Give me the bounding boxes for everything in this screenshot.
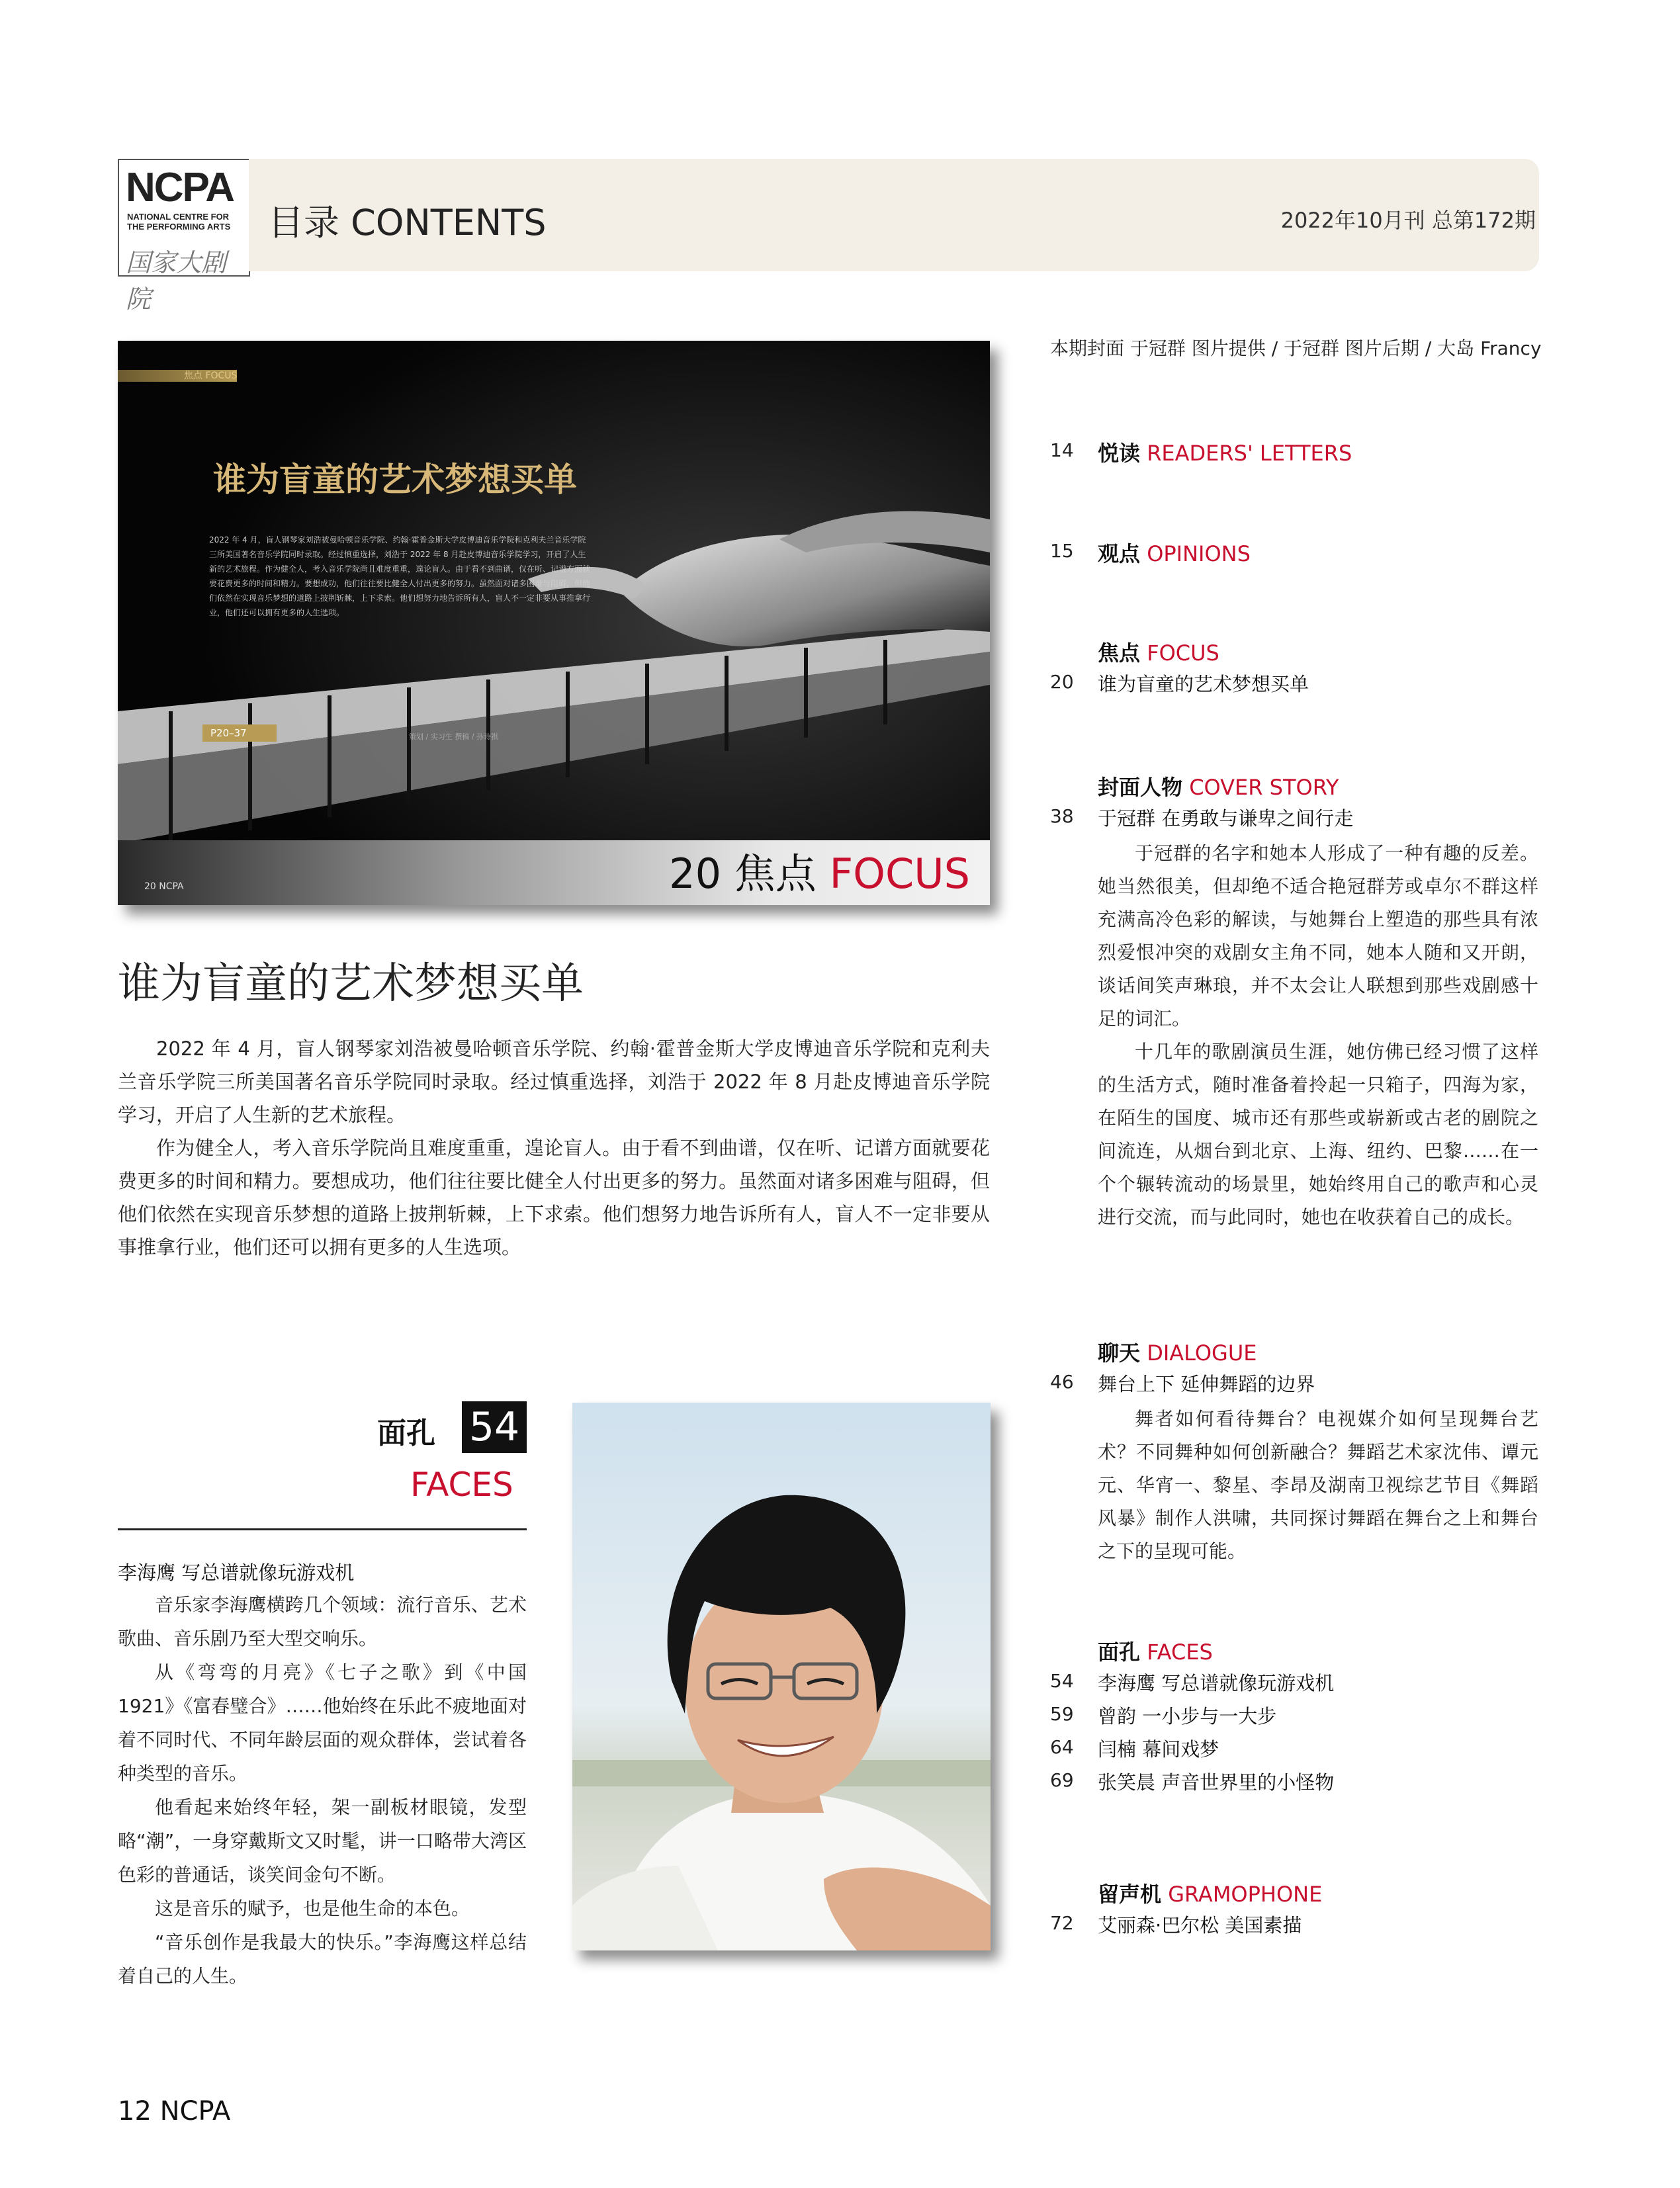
- toc-page-number: 59: [1050, 1703, 1074, 1725]
- faces-paragraph: 他看起来始终年轻，架一副板材眼镜，发型略“潮”，一身穿戴斯文又时髦，讲一口略带大湾区色彩的普通话，谈笑间金句不断。: [118, 1796, 527, 1886]
- toc-entry-gramophone[interactable]: [1050, 1878, 1540, 1944]
- toc-page-number: 72: [1050, 1912, 1074, 1934]
- page-title: 目录 CONTENTS: [268, 202, 547, 243]
- toc-entry-faces[interactable]: [1050, 1636, 1540, 1808]
- focus-spread-thumbnail[interactable]: [118, 341, 990, 905]
- faces-subtitle: 李海鹰 写总谱就像玩游戏机: [118, 1561, 355, 1584]
- toc-description: 于冠群的名字和她本人形成了一种有趣的反差。她当然很美，但却绝不适合艳冠群芳或卓尔不群这样充满高冷色彩的解读，与她舞台上塑造的那些具有浓烈爱恨冲突的戏剧女主角不同，她本人随和又开朗，谈话间笑声琳琅，并不太会让人联想到那些戏剧感十足的词汇。 十几年的歌剧演员生涯，她仿佛已经习惯了这样的生活方式，随时准备着拎起一只箱子，四海为家，在陌生的国度、城市还有那些或崭新或古老的剧院之间流连，从烟台到北京、上海、纽约、巴黎……在一个个辗转流动的场景里，她始终用自己的歌声和心灵进行交流，而与此同时，她也在收获着自己的成长。: [1098, 842, 1538, 1228]
- faces-paragraph: 从《弯弯的月亮》《七子之歌》到《中国1921》《富春璧合》……他始终在乐此不疲地面对着不同时代、不同年龄层面的观众群体，尝试着各种类型的音乐。: [118, 1661, 527, 1784]
- faces-page-number: 54: [462, 1401, 527, 1453]
- faces-paragraph: “音乐创作是我最大的快乐。”李海鹰这样总结着自己的人生。: [118, 1931, 527, 1987]
- toc-page-number: 46: [1050, 1371, 1074, 1393]
- article-body: [118, 1032, 990, 1264]
- focus-mini-folio: 20 NCPA: [144, 881, 184, 892]
- faces-paragraph: 音乐家李海鹰横跨几个领域：流行音乐、艺术歌曲、音乐剧乃至大型交响乐。: [118, 1594, 527, 1649]
- toc-item: 于冠群 在勇敢与谦卑之间行走: [1098, 807, 1354, 830]
- toc-section-title: 悦读 READERS' LETTERS: [1098, 441, 1352, 466]
- toc-section-title: 观点 OPINIONS: [1098, 541, 1251, 566]
- toc-entry-focus[interactable]: [1050, 636, 1540, 703]
- toc-item: 艾丽森·巴尔松 美国素描: [1098, 1914, 1302, 1937]
- toc-page-number: 20: [1050, 671, 1074, 693]
- article-title: 谁为盲童的艺术梦想买单: [118, 959, 584, 1008]
- cover-credit: 本期封面 于冠群 图片提供 / 于冠群 图片后期 / 大岛 Francy: [1050, 337, 1542, 359]
- ncpa-logo: [118, 159, 250, 314]
- toc-item: 谁为盲童的艺术梦想买单: [1098, 673, 1309, 695]
- faces-divider: [118, 1528, 527, 1530]
- logo-subtitle: NATIONAL CENTRE FOR THE PERFORMING ARTS: [127, 212, 231, 232]
- logo-wordmark: NCPA: [126, 165, 234, 210]
- toc-section-title: 面孔 FACES: [1098, 1640, 1213, 1665]
- focus-page-label-num: 20 焦点: [669, 850, 817, 898]
- focus-page-label-en: FOCUS: [829, 850, 970, 898]
- article-paragraph: 2022 年 4 月，盲人钢琴家刘浩被曼哈顿音乐学院、约翰·霍普金斯大学皮博迪音乐学院和克利夫兰音乐学院三所美国著名音乐学院同时录取。经过慎重选择，刘浩于 2022 年 8 月赴皮博迪音乐学院学习，开启了人生新的艺术旅程。: [118, 1037, 990, 1126]
- toc-page-number: 15: [1050, 540, 1074, 562]
- faces-english-heading: FACES: [410, 1466, 513, 1504]
- page-folio: 12 NCPA: [118, 2096, 231, 2126]
- logo-chinese: 国家大剧院: [126, 248, 227, 314]
- toc-section-title: 封面人物 COVER STORY: [1098, 775, 1339, 800]
- toc-entry-readers[interactable]: [1050, 437, 1540, 470]
- toc-page-number: 14: [1050, 439, 1074, 461]
- focus-kicker-label: 焦点 FOCUS: [184, 371, 238, 381]
- toc-item: 闫楠 幕间戏梦: [1098, 1738, 1219, 1761]
- faces-paragraph: 这是音乐的赋予，也是他生命的本色。: [155, 1898, 470, 1919]
- faces-heading: 面孔: [377, 1417, 435, 1450]
- toc-description: 舞者如何看待舞台？电视媒介如何呈现舞台艺术？不同舞种如何创新融合？舞蹈艺术家沈伟、谭元元、华宵一、黎星、李昂及湖南卫视综艺节目《舞蹈风暴》制作人洪啸，共同探讨舞蹈在舞台之上和舞台之下的呈现可能。: [1098, 1408, 1538, 1562]
- focus-page-range: P20–37: [202, 724, 277, 742]
- toc-item: 曾韵 一小步与一大步: [1098, 1705, 1277, 1728]
- portrait-photo[interactable]: [572, 1403, 991, 1950]
- focus-credits: 策划 / 实习生 撰稿 / 孙诗祺: [409, 732, 498, 741]
- toc-entry-opinions[interactable]: [1050, 537, 1540, 570]
- toc-section-title: 焦点 FOCUS: [1098, 640, 1219, 666]
- article-paragraph: 作为健全人，考入音乐学院尚且难度重重，遑论盲人。由于看不到曲谱，仅在听、记谱方面就要花费更多的时间和精力。要想成功，他们往往要比健全人付出更多的努力。虽然面对诸多困难与阻碍，但他们依然在实现音乐梦想的道路上披荆斩棘，上下求索。他们想努力地告诉所有人，盲人不一定非要从事推拿行业，他们还可以拥有更多的人生选项。: [118, 1137, 990, 1258]
- faces-body: [118, 1588, 527, 1993]
- focus-intro-text: 2022 年 4 月，盲人钢琴家刘浩被曼哈顿音乐学院、约翰·霍普金斯大学皮博迪音乐学院和克利夫兰音乐学院三所美国著名音乐学院同时录取。经过慎重选择，刘浩于 2022 年 8 月赴皮博迪音乐学院学习，开启了人生新的艺术旅程。作为健全人，考入音乐学院尚且难度重重，遑论盲人。由于看不到曲谱，仅在听、记谱方面就要花费更多的时间和精力。要想成功，他们往往要比健全人付出更多的努力。虽然面对诸多困难与阻碍，但他们依然在实现音乐梦想的道路上披荆斩棘，上下求索。他们想努力地告诉所有人，盲人不一定非要从事推拿行业，他们还可以拥有更多的人生选项。: [209, 535, 591, 617]
- toc-entry-dialogue[interactable]: [1050, 1336, 1540, 1561]
- issue-info: 2022年10月刊 总第172期: [1280, 208, 1536, 233]
- toc-entry-cover-story[interactable]: [1050, 771, 1540, 1274]
- focus-page-label: [669, 841, 970, 900]
- toc-page-number: 69: [1050, 1769, 1074, 1791]
- toc-section-title: 留声机 GRAMOPHONE: [1098, 1882, 1323, 1907]
- toc-item: 舞台上下 延伸舞蹈的边界: [1098, 1373, 1315, 1395]
- toc-page-number: 54: [1050, 1670, 1074, 1692]
- toc-page-number: 64: [1050, 1736, 1074, 1758]
- toc-page-number: 38: [1050, 805, 1074, 827]
- toc-section-title: 聊天 DIALOGUE: [1098, 1340, 1257, 1366]
- focus-headline: 谁为盲童的艺术梦想买单: [213, 460, 577, 499]
- piano-hands-illustration: [118, 341, 990, 905]
- portrait-illustration: [572, 1403, 991, 1950]
- toc-item: 李海鹰 写总谱就像玩游戏机: [1098, 1672, 1335, 1694]
- toc-item: 张笑晨 声音世界里的小怪物: [1098, 1771, 1335, 1794]
